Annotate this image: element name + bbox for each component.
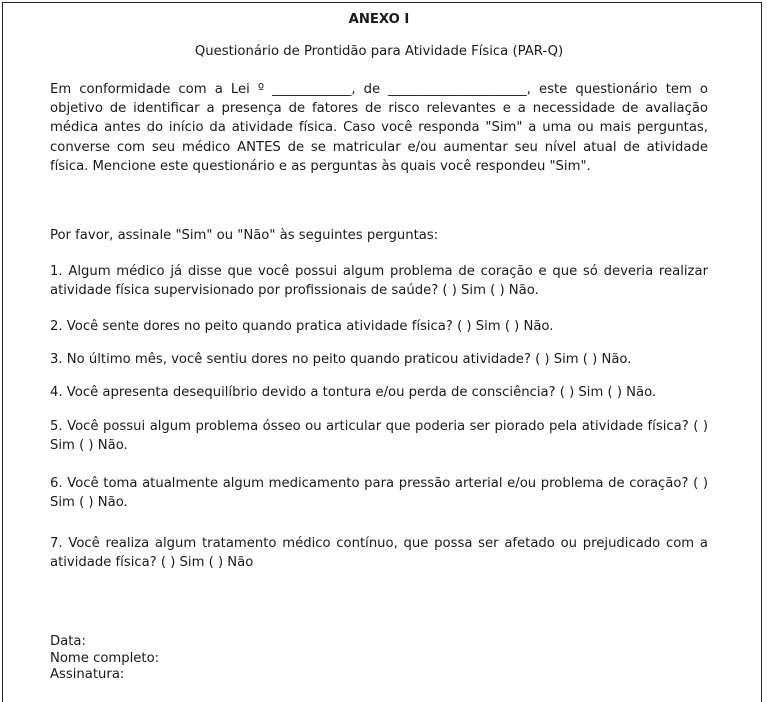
question-5: 5. Você possui algum problema ósseo ou articular que poderia ser piorado pela atividade física? ( ) Sim ( ) Não. <box>50 419 708 454</box>
full-name-label: Nome completo: <box>50 650 160 666</box>
question-6: 6. Você toma atualmente algum medicamento para pressão arterial e/ou problema de coração? ( ) Sim ( ) Não. <box>50 476 708 511</box>
question-1: 1. Algum médico já disse que você possui algum problema de coração e que só deveria realizar atividade física supervisionado por profissionais de saúde? ( ) Sim ( ) Não. <box>50 264 708 299</box>
question-4: 4. Você apresenta desequilíbrio devido a tontura e/ou perda de consciência? ( ) Sim ( ) Não. <box>50 385 657 400</box>
question-7: 7. Você realiza algum tratamento médico contínuo, que possa ser afetado ou prejudicado com a atividade física? ( ) Sim ( ) Não <box>50 536 708 571</box>
intro-paragraph: Em conformidade com a Lei º ____________, de _____________________, este questionário tem o objetivo de identificar a presença de fatores de risco relevantes e a necessidade de avaliação médica antes do início da atividade física. Caso você responda "Sim" a uma ou mais perguntas, converse com seu médico ANTES de se matricular e/ou aumentar seu nível atual de atividade física. Mencione este questionário e as perguntas às quais você respondeu "Sim". <box>50 82 708 174</box>
instruction-paragraph: Por favor, assinale "Sim" ou "Não" às seguintes perguntas: <box>50 228 439 243</box>
document-title: ANEXO I <box>348 12 410 27</box>
question-2: 2. Você sente dores no peito quando pratica atividade física? ( ) Sim ( ) Não. <box>50 319 554 334</box>
signature-label: Assinatura: <box>50 667 125 682</box>
document-subtitle: Questionário de Prontidão para Atividade Física (PAR-Q) <box>194 44 564 59</box>
question-3: 3. No último mês, você sentiu dores no peito quando praticou atividade? ( ) Sim ( ) Não. <box>50 352 632 367</box>
date-label: Data: <box>50 634 86 649</box>
signature-block <box>50 634 350 684</box>
